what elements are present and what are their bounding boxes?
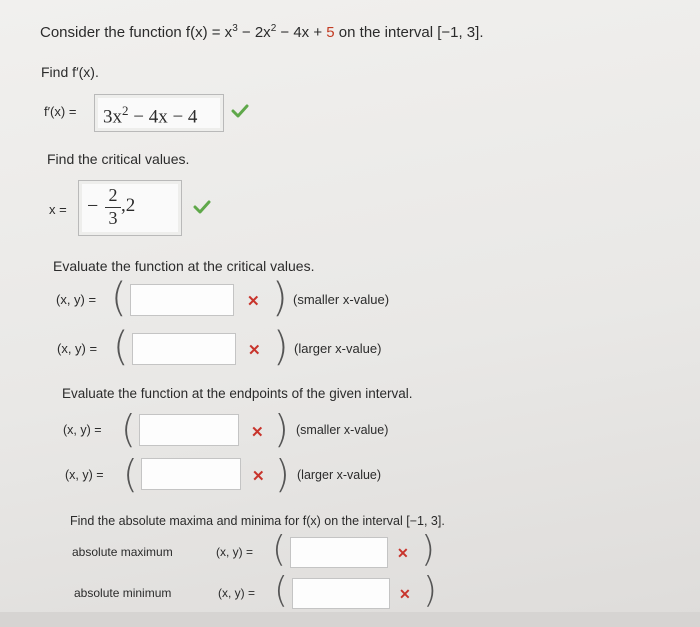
critical-neg: − [87,195,99,217]
derivative-exp: 2 [122,103,129,118]
abs-min-input[interactable] [292,578,390,609]
critical-num: 2 [108,185,118,205]
eval-endpoints-prompt: Evaluate the function at the endpoints of the given interval. [62,386,413,401]
close-paren: ) [272,275,288,321]
close-paren: ) [275,452,290,496]
incorrect-icon: ✕ [397,545,409,561]
derivative-label: f′(x) = [44,104,77,119]
larger-x-note: (larger x-value) [294,341,382,356]
incorrect-icon: ✕ [247,293,260,310]
abs-max-input[interactable] [290,537,388,568]
xy-label: (x, y) = [56,292,97,307]
intro-exp3: 3 [232,23,238,34]
endpoint-smaller-input[interactable] [139,414,239,446]
derivative-answer [103,103,197,128]
open-paren: ( [274,570,289,611]
intro-fname: f(x) = x [185,24,233,41]
close-paren: ) [423,570,438,611]
intro-exp2: 2 [270,23,277,34]
xy-label: (x, y) = [57,341,98,356]
critical-rest: ,2 [121,195,136,216]
derivative-rest: − 4x − 4 [128,106,198,128]
open-paren: ( [111,275,127,321]
xy-label: (x, y) = [63,423,102,437]
check-icon [193,200,211,214]
derivative-answer-field[interactable] [94,94,224,132]
critical-answer-field[interactable] [78,180,182,236]
find-derivative-prompt: Find f′(x). [41,64,99,80]
open-paren: ( [121,407,136,451]
close-paren: ) [273,324,289,370]
open-paren: ( [123,452,138,496]
intro-prefix: Consider the function [40,24,186,41]
endpoint-larger-input[interactable] [141,458,241,490]
incorrect-icon: ✕ [251,424,264,441]
open-paren: ( [272,529,287,570]
problem-statement [40,23,483,41]
close-paren: ) [421,529,436,570]
critical-den: 3 [105,207,121,229]
larger-x-note: (larger x-value) [297,468,382,482]
intro-five: 5 [326,24,335,41]
abs-min-label: absolute minimum [74,586,172,600]
intro-suffix: on the interval [−1, 3]. [334,24,484,41]
smaller-x-note: (smaller x-value) [296,423,389,437]
find-critical-prompt: Find the critical values. [47,151,190,167]
find-abs-prompt: Find the absolute maxima and minima for f(x) on the interval [−1, 3]. [70,514,445,528]
critical-label: x = [49,202,67,217]
incorrect-icon: ✕ [252,468,265,485]
open-paren: ( [113,324,129,370]
critical-larger-input[interactable] [132,333,236,365]
xy-label: (x, y) = [65,468,104,482]
intro-mid1: − 2x [237,24,271,41]
incorrect-icon: ✕ [399,586,411,602]
xy-label: (x, y) = [216,545,254,559]
page-bottom-edge [0,612,700,627]
critical-smaller-input[interactable] [130,284,234,316]
derivative-base: 3x [103,106,122,128]
abs-max-label: absolute maximum [72,545,173,559]
close-paren: ) [274,407,289,451]
xy-label: (x, y) = [218,586,256,600]
critical-fraction [105,185,121,229]
incorrect-icon: ✕ [248,342,261,359]
check-icon [231,104,249,118]
smaller-x-note: (smaller x-value) [293,292,390,307]
intro-mid2: − 4x + [276,24,327,41]
eval-critical-prompt: Evaluate the function at the critical values. [53,258,315,274]
